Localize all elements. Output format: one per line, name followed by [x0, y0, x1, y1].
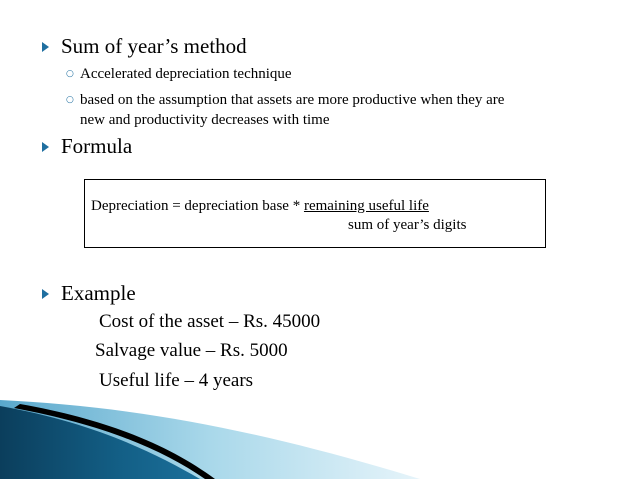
formula-box	[84, 179, 546, 248]
arrow-bullet-icon	[42, 289, 49, 299]
circle-bullet-icon: ○	[66, 95, 74, 105]
bullet-example	[40, 281, 136, 306]
example-life: Useful life – 4 years	[99, 370, 254, 391]
formula-prefix: Depreciation = depreciation base *	[91, 198, 304, 214]
bullet-formula	[40, 134, 132, 159]
sub-bullet-2	[66, 90, 504, 110]
formula-numerator-line	[91, 198, 429, 215]
arrow-bullet-icon	[42, 42, 49, 52]
sub-bullet-text: new and productivity decreases with time	[80, 112, 330, 128]
sub-bullet-1	[66, 64, 292, 84]
example-cost: Cost of the asset – Rs. 45000	[99, 311, 321, 332]
sub-bullet-2-continued	[80, 110, 330, 130]
sub-bullet-text: Accelerated depreciation technique	[80, 66, 292, 82]
decorative-swoosh	[0, 400, 638, 479]
example-salvage: Salvage value – Rs. 5000	[95, 340, 288, 361]
bullet-sum-of-years	[40, 34, 247, 59]
bullet-label: Formula	[61, 134, 133, 158]
bullet-label: Sum of year’s method	[61, 34, 247, 58]
bullet-label: Example	[61, 281, 136, 305]
arrow-bullet-icon	[42, 142, 49, 152]
sub-bullet-text: based on the assumption that assets are more productive when they are	[80, 92, 505, 108]
formula-numerator: remaining useful life	[303, 198, 429, 214]
formula-denominator: sum of year’s digits	[348, 217, 467, 233]
circle-bullet-icon: ○	[66, 69, 74, 79]
